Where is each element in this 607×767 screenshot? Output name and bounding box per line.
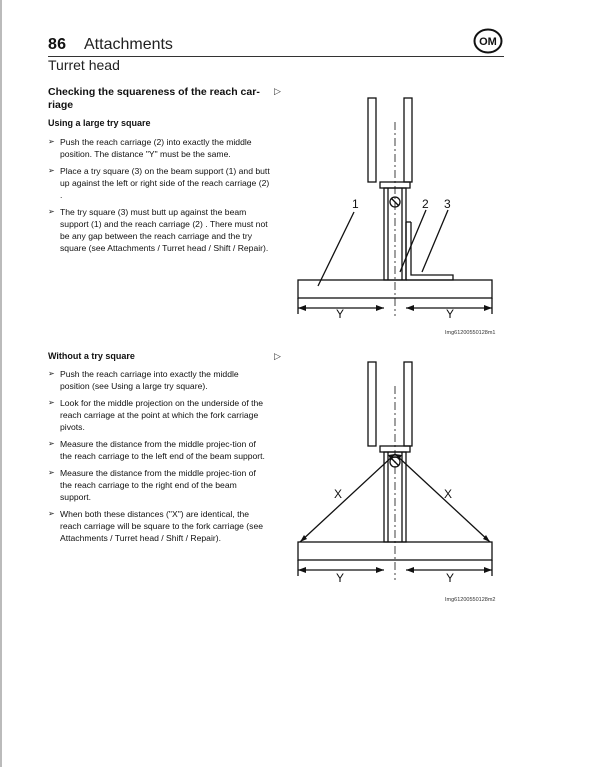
note-marker: ▷ (274, 86, 281, 96)
bullet-arrow-icon: ➢ (48, 509, 55, 518)
list-item: ➢ Push the reach carriage (2) into exactly the middle position. The distance "Y" must be the same. (48, 137, 252, 159)
section-title (48, 86, 263, 112)
section-title-line1: Checking the squareness of the reach car- (48, 86, 260, 98)
dimension-x-left: X (334, 487, 343, 501)
figure-try-square (296, 92, 496, 318)
bullet-arrow-icon: ➢ (48, 137, 55, 146)
callout-1: 1 (352, 197, 359, 211)
list-item: ➢ Measure the distance from the middle projec-tion of the reach carriage to the left end of the beam support. (48, 439, 265, 461)
list-item: ➢ When both these distances ("X") are identical, the reach carriage will be square to the fork carriage (see Attachments / Turret head / Shift / Repair). (48, 509, 264, 543)
bullet-arrow-icon: ➢ (48, 398, 55, 407)
bullet-arrow-icon: ➢ (48, 439, 55, 448)
page-edge (0, 0, 2, 767)
list-item: ➢ Measure the distance from the middle projec-tion of the reach carriage to the right end of the beam support. (48, 468, 256, 502)
figure1-id: Img61200550128m1 (445, 330, 496, 336)
dimension-y-left: Y (336, 571, 345, 585)
om-logo (473, 28, 503, 54)
figure2-id: Img61200550128m2 (445, 597, 496, 603)
list-item: ➢ The try square (3) must butt up against the beam support (1) and the reach carriage (2) . There must not be any gap between the reach carriage and the try square (see Attachments / Turret head / Shift / Repair). (48, 207, 269, 253)
bullet-arrow-icon: ➢ (48, 166, 55, 175)
bullet-arrow-icon: ➢ (48, 207, 55, 216)
method2-title: Without a try square (48, 351, 135, 361)
subchapter-title: Turret head (48, 57, 120, 73)
callout-3: 3 (444, 197, 451, 211)
logo-text: OM (479, 36, 497, 48)
chapter-title: Attachments (84, 36, 173, 53)
list-item: ➢ Push the reach carriage into exactly the middle position (see Using a large try square). (48, 369, 239, 391)
method1-title: Using a large try square (48, 118, 151, 128)
method1-steps (48, 136, 270, 259)
dimension-x-right: X (444, 487, 453, 501)
bullet-arrow-icon: ➢ (48, 369, 55, 378)
dimension-y-left: Y (336, 307, 345, 318)
note-marker: ▷ (274, 351, 281, 361)
list-item: ➢ Place a try square (3) on the beam support (1) and butt up against the left or right side of the reach carriage (2) . (48, 166, 270, 200)
callout-2: 2 (422, 197, 429, 211)
method2-steps (48, 368, 270, 549)
list-item: ➢ Look for the middle projection on the underside of the reach carriage at the point at which the fork carriage pivots. (48, 398, 264, 432)
page-number: 86 (48, 36, 67, 53)
dimension-y-right: Y (446, 307, 455, 318)
dimension-y-right: Y (446, 571, 455, 585)
bullet-arrow-icon: ➢ (48, 468, 55, 477)
figure-without-try-square (296, 356, 496, 588)
section-title-line2: riage (48, 99, 74, 111)
